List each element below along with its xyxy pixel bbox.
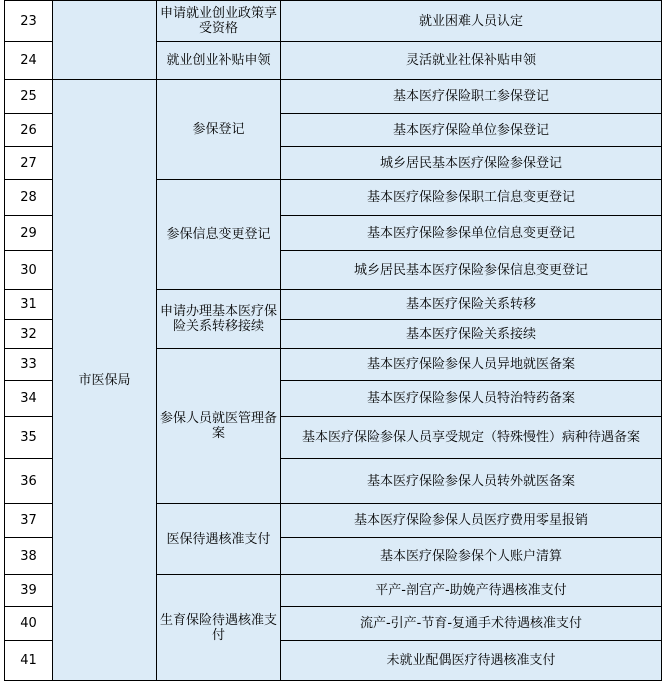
row-number: 24	[5, 42, 53, 80]
row-number: 41	[5, 641, 53, 681]
item-cell: 基本医疗保险参保个人账户清算	[281, 538, 662, 575]
category-cell: 申请办理基本医疗保险关系转移接续	[157, 290, 281, 349]
row-number: 37	[5, 504, 53, 538]
item-cell: 平产-剖宫产-助娩产待遇核准支付	[281, 575, 662, 607]
category-cell: 申请就业创业政策享受资格	[157, 1, 281, 42]
row-number: 33	[5, 349, 53, 381]
row-number: 38	[5, 538, 53, 575]
row-number: 40	[5, 607, 53, 641]
category-cell: 就业创业补贴申领	[157, 42, 281, 80]
item-cell: 基本医疗保险参保职工信息变更登记	[281, 180, 662, 216]
row-number: 39	[5, 575, 53, 607]
row-number: 25	[5, 80, 53, 114]
item-cell: 基本医疗保险参保人员享受规定（特殊慢性）病种待遇备案	[281, 417, 662, 459]
department-cell-empty	[53, 1, 157, 80]
table-row	[5, 80, 662, 114]
table-row	[5, 1, 662, 42]
row-number: 23	[5, 1, 53, 42]
item-cell: 基本医疗保险单位参保登记	[281, 114, 662, 147]
service-items-table	[4, 0, 662, 681]
item-cell: 基本医疗保险关系转移	[281, 290, 662, 320]
row-number: 27	[5, 147, 53, 180]
item-cell: 流产-引产-节育-复通手术待遇核准支付	[281, 607, 662, 641]
category-cell: 参保登记	[157, 80, 281, 180]
row-number: 29	[5, 216, 53, 251]
item-cell: 未就业配偶医疗待遇核准支付	[281, 641, 662, 681]
item-cell: 基本医疗保险关系接续	[281, 320, 662, 349]
item-cell: 城乡居民基本医疗保险参保信息变更登记	[281, 251, 662, 290]
item-cell: 基本医疗保险参保单位信息变更登记	[281, 216, 662, 251]
row-number: 34	[5, 381, 53, 417]
row-number: 31	[5, 290, 53, 320]
category-cell: 参保人员就医管理备案	[157, 349, 281, 504]
row-number: 35	[5, 417, 53, 459]
item-cell: 基本医疗保险职工参保登记	[281, 80, 662, 114]
item-cell: 基本医疗保险参保人员特治特药备案	[281, 381, 662, 417]
row-number: 32	[5, 320, 53, 349]
item-cell: 城乡居民基本医疗保险参保登记	[281, 147, 662, 180]
row-number: 30	[5, 251, 53, 290]
row-number: 28	[5, 180, 53, 216]
row-number: 36	[5, 459, 53, 504]
row-number: 26	[5, 114, 53, 147]
category-cell: 参保信息变更登记	[157, 180, 281, 290]
item-cell: 基本医疗保险参保人员医疗费用零星报销	[281, 504, 662, 538]
item-cell: 基本医疗保险参保人员异地就医备案	[281, 349, 662, 381]
item-cell: 灵活就业社保补贴申领	[281, 42, 662, 80]
category-cell: 医保待遇核准支付	[157, 504, 281, 575]
item-cell: 就业困难人员认定	[281, 1, 662, 42]
item-cell: 基本医疗保险参保人员转外就医备案	[281, 459, 662, 504]
service-table-container	[4, 0, 661, 684]
department-cell: 市医保局	[53, 80, 157, 681]
category-cell: 生育保险待遇核准支付	[157, 575, 281, 681]
